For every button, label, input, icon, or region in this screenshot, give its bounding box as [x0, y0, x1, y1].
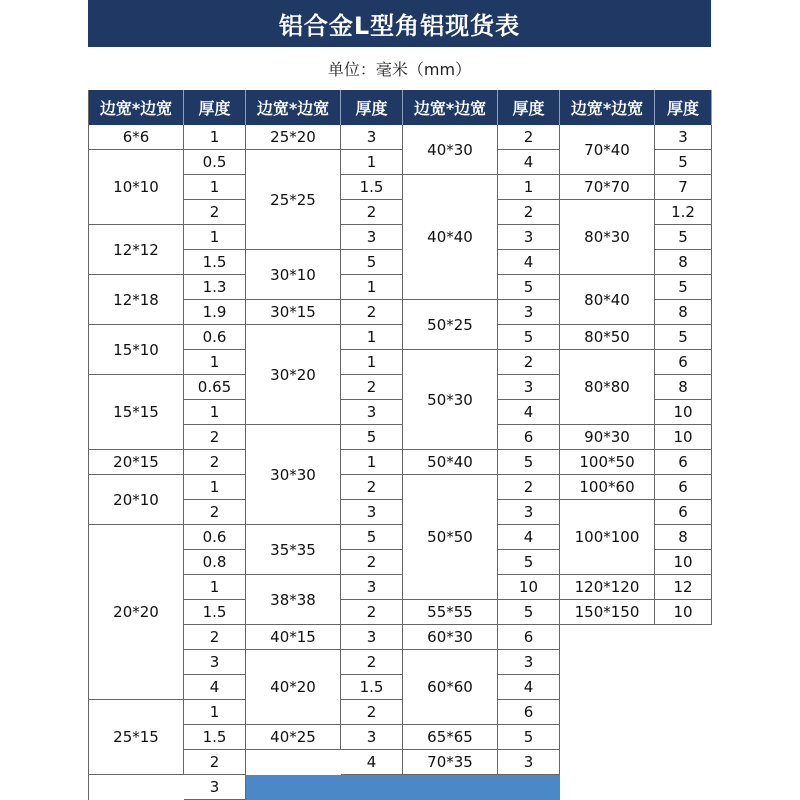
thickness-cell: 4	[498, 400, 560, 425]
thickness-cell: 2	[341, 550, 403, 575]
thickness-cell: 5	[341, 250, 403, 275]
thickness-cell: 2	[498, 475, 560, 500]
size-cell: 60*30	[403, 625, 498, 650]
thickness-cell: 1	[184, 400, 246, 425]
thickness-cell: 1	[341, 325, 403, 350]
thickness-cell: 1	[184, 175, 246, 200]
thickness-cell: 3	[498, 650, 560, 675]
size-cell: 25*15	[89, 700, 184, 775]
thickness-cell: 10	[655, 400, 712, 425]
thickness-cell: 5	[655, 150, 712, 175]
thickness-cell: 6	[655, 500, 712, 525]
size-cell: 65*65	[403, 725, 498, 750]
thickness-cell: 10	[655, 425, 712, 450]
thickness-cell: 1	[184, 125, 246, 150]
size-cell: 30*30	[246, 425, 341, 525]
thickness-cell: 1.3	[184, 275, 246, 300]
thickness-cell: 6	[498, 625, 560, 650]
thickness-cell: 2	[341, 200, 403, 225]
thickness-cell: 0.65	[184, 375, 246, 400]
thickness-cell: 2	[498, 125, 560, 150]
thickness-cell: 8	[655, 375, 712, 400]
size-cell: 25*20	[246, 125, 341, 150]
thickness-cell: 3	[498, 375, 560, 400]
thickness-cell: 1	[184, 225, 246, 250]
size-cell: 40*30	[403, 125, 498, 175]
header-size-2: 边宽*边宽	[246, 90, 341, 125]
thickness-cell: 2	[341, 650, 403, 675]
thickness-cell: 1	[341, 150, 403, 175]
size-cell: 30*20	[246, 325, 341, 425]
size-cell: 6*6	[89, 125, 184, 150]
thickness-cell: 3	[341, 625, 403, 650]
thickness-cell: 5	[655, 325, 712, 350]
size-cell: 10*10	[89, 150, 184, 225]
thickness-cell: 1	[341, 275, 403, 300]
thickness-cell: 2	[341, 700, 403, 725]
header-size-3: 边宽*边宽	[403, 90, 498, 125]
size-cell: 70*35	[403, 750, 498, 775]
thickness-cell: 5	[498, 275, 560, 300]
thickness-cell: 3	[184, 650, 246, 675]
thickness-cell: 4	[498, 150, 560, 175]
sheet-title: 铝合金L型角铝现货表	[88, 0, 711, 47]
footer-band	[246, 775, 560, 800]
thickness-cell: 4	[498, 525, 560, 550]
size-cell: 20*15	[89, 450, 184, 475]
thickness-cell: 1.9	[184, 300, 246, 325]
size-cell: 80*80	[560, 350, 655, 425]
size-cell: 15*10	[89, 325, 184, 375]
thickness-cell: 2	[341, 300, 403, 325]
header-thickness-1: 厚度	[184, 90, 246, 125]
size-cell: 15*15	[89, 375, 184, 450]
size-cell: 100*100	[560, 500, 655, 575]
size-cell: 30*10	[246, 250, 341, 300]
thickness-cell: 6	[498, 425, 560, 450]
size-cell: 35*35	[246, 525, 341, 575]
size-cell: 100*60	[560, 475, 655, 500]
size-cell: 12*18	[89, 275, 184, 325]
thickness-cell: 0.6	[184, 325, 246, 350]
thickness-cell: 0.6	[184, 525, 246, 550]
size-cell: 50*40	[403, 450, 498, 475]
thickness-cell: 1	[184, 575, 246, 600]
thickness-cell: 1.5	[184, 600, 246, 625]
thickness-cell: 1.5	[184, 725, 246, 750]
thickness-cell: 5	[341, 425, 403, 450]
size-cell: 38*38	[246, 575, 341, 625]
thickness-cell: 3	[341, 125, 403, 150]
thickness-cell: 3	[184, 775, 246, 800]
size-cell: 40*20	[246, 650, 341, 725]
size-cell: 20*10	[89, 475, 184, 525]
thickness-cell: 2	[341, 600, 403, 625]
thickness-cell: 6	[498, 700, 560, 725]
thickness-cell: 8	[655, 300, 712, 325]
size-cell: 40*25	[246, 725, 341, 750]
thickness-cell: 5	[498, 550, 560, 575]
thickness-cell: 6	[655, 475, 712, 500]
size-cell: 50*25	[403, 300, 498, 350]
size-cell: 80*30	[560, 200, 655, 275]
thickness-cell: 3	[498, 300, 560, 325]
thickness-cell: 2	[341, 375, 403, 400]
thickness-cell: 1.5	[341, 675, 403, 700]
stock-table	[88, 90, 712, 800]
thickness-cell: 5	[498, 725, 560, 750]
size-cell: 80*40	[560, 275, 655, 325]
unit-label: 单位：毫米（mm）	[327, 60, 472, 79]
thickness-cell: 10	[498, 575, 560, 600]
size-cell: 12*12	[89, 225, 184, 275]
thickness-cell: 10	[655, 600, 712, 625]
header-size-1: 边宽*边宽	[89, 90, 184, 125]
header-thickness-4: 厚度	[655, 90, 712, 125]
thickness-cell: 5	[341, 525, 403, 550]
thickness-cell: 8	[655, 525, 712, 550]
size-cell: 50*50	[403, 475, 498, 600]
thickness-cell: 1.5	[184, 250, 246, 275]
thickness-cell: 5	[655, 225, 712, 250]
thickness-cell: 1	[184, 350, 246, 375]
thickness-cell: 2	[184, 500, 246, 525]
size-cell: 40*40	[403, 175, 498, 300]
thickness-cell: 8	[655, 250, 712, 275]
thickness-cell: 5	[498, 325, 560, 350]
thickness-cell: 5	[655, 275, 712, 300]
size-cell: 40*15	[246, 625, 341, 650]
thickness-cell: 10	[655, 550, 712, 575]
size-cell: 70*70	[560, 175, 655, 200]
thickness-cell: 2	[498, 200, 560, 225]
thickness-cell: 6	[655, 450, 712, 475]
thickness-cell: 1	[184, 700, 246, 725]
thickness-cell: 3	[498, 750, 560, 775]
size-cell: 120*120	[560, 575, 655, 600]
size-cell: 90*30	[560, 425, 655, 450]
thickness-cell: 4	[498, 250, 560, 275]
thickness-cell: 2	[184, 750, 246, 775]
thickness-cell: 4	[184, 675, 246, 700]
thickness-cell: 2	[341, 475, 403, 500]
header-size-4: 边宽*边宽	[560, 90, 655, 125]
thickness-cell: 4	[498, 675, 560, 700]
thickness-cell: 1	[341, 450, 403, 475]
thickness-cell: 3	[341, 500, 403, 525]
thickness-cell: 0.8	[184, 550, 246, 575]
size-cell: 80*50	[560, 325, 655, 350]
stock-sheet	[88, 0, 711, 800]
thickness-cell: 2	[184, 450, 246, 475]
size-cell: 70*40	[560, 125, 655, 175]
thickness-cell: 2	[498, 350, 560, 375]
thickness-cell: 1.2	[655, 200, 712, 225]
size-cell: 20*20	[89, 525, 184, 700]
size-cell: 50*30	[403, 350, 498, 450]
thickness-cell: 5	[498, 450, 560, 475]
thickness-cell: 2	[184, 200, 246, 225]
size-cell: 30*15	[246, 300, 341, 325]
thickness-cell: 3	[498, 225, 560, 250]
thickness-cell: 6	[655, 350, 712, 375]
thickness-cell: 0.5	[184, 150, 246, 175]
size-cell: 100*50	[560, 450, 655, 475]
thickness-cell: 7	[655, 175, 712, 200]
thickness-cell: 4	[341, 750, 403, 775]
thickness-cell: 1	[498, 175, 560, 200]
thickness-cell: 1	[184, 475, 246, 500]
size-cell: 25*25	[246, 150, 341, 250]
thickness-cell: 1	[341, 350, 403, 375]
thickness-cell: 5	[498, 600, 560, 625]
thickness-cell: 3	[341, 400, 403, 425]
thickness-cell: 3	[341, 725, 403, 750]
thickness-cell: 3	[341, 575, 403, 600]
thickness-cell: 1.5	[341, 175, 403, 200]
thickness-cell: 12	[655, 575, 712, 600]
thickness-cell: 3	[341, 225, 403, 250]
thickness-cell: 3	[655, 125, 712, 150]
header-thickness-3: 厚度	[498, 90, 560, 125]
empty-area	[560, 625, 712, 800]
thickness-cell: 2	[184, 425, 246, 450]
size-cell: 150*150	[560, 600, 655, 625]
thickness-cell: 2	[184, 625, 246, 650]
size-cell: 55*55	[403, 600, 498, 625]
empty-cell	[89, 775, 184, 800]
header-thickness-2: 厚度	[341, 90, 403, 125]
thickness-cell: 3	[498, 500, 560, 525]
size-cell: 60*60	[403, 650, 498, 725]
